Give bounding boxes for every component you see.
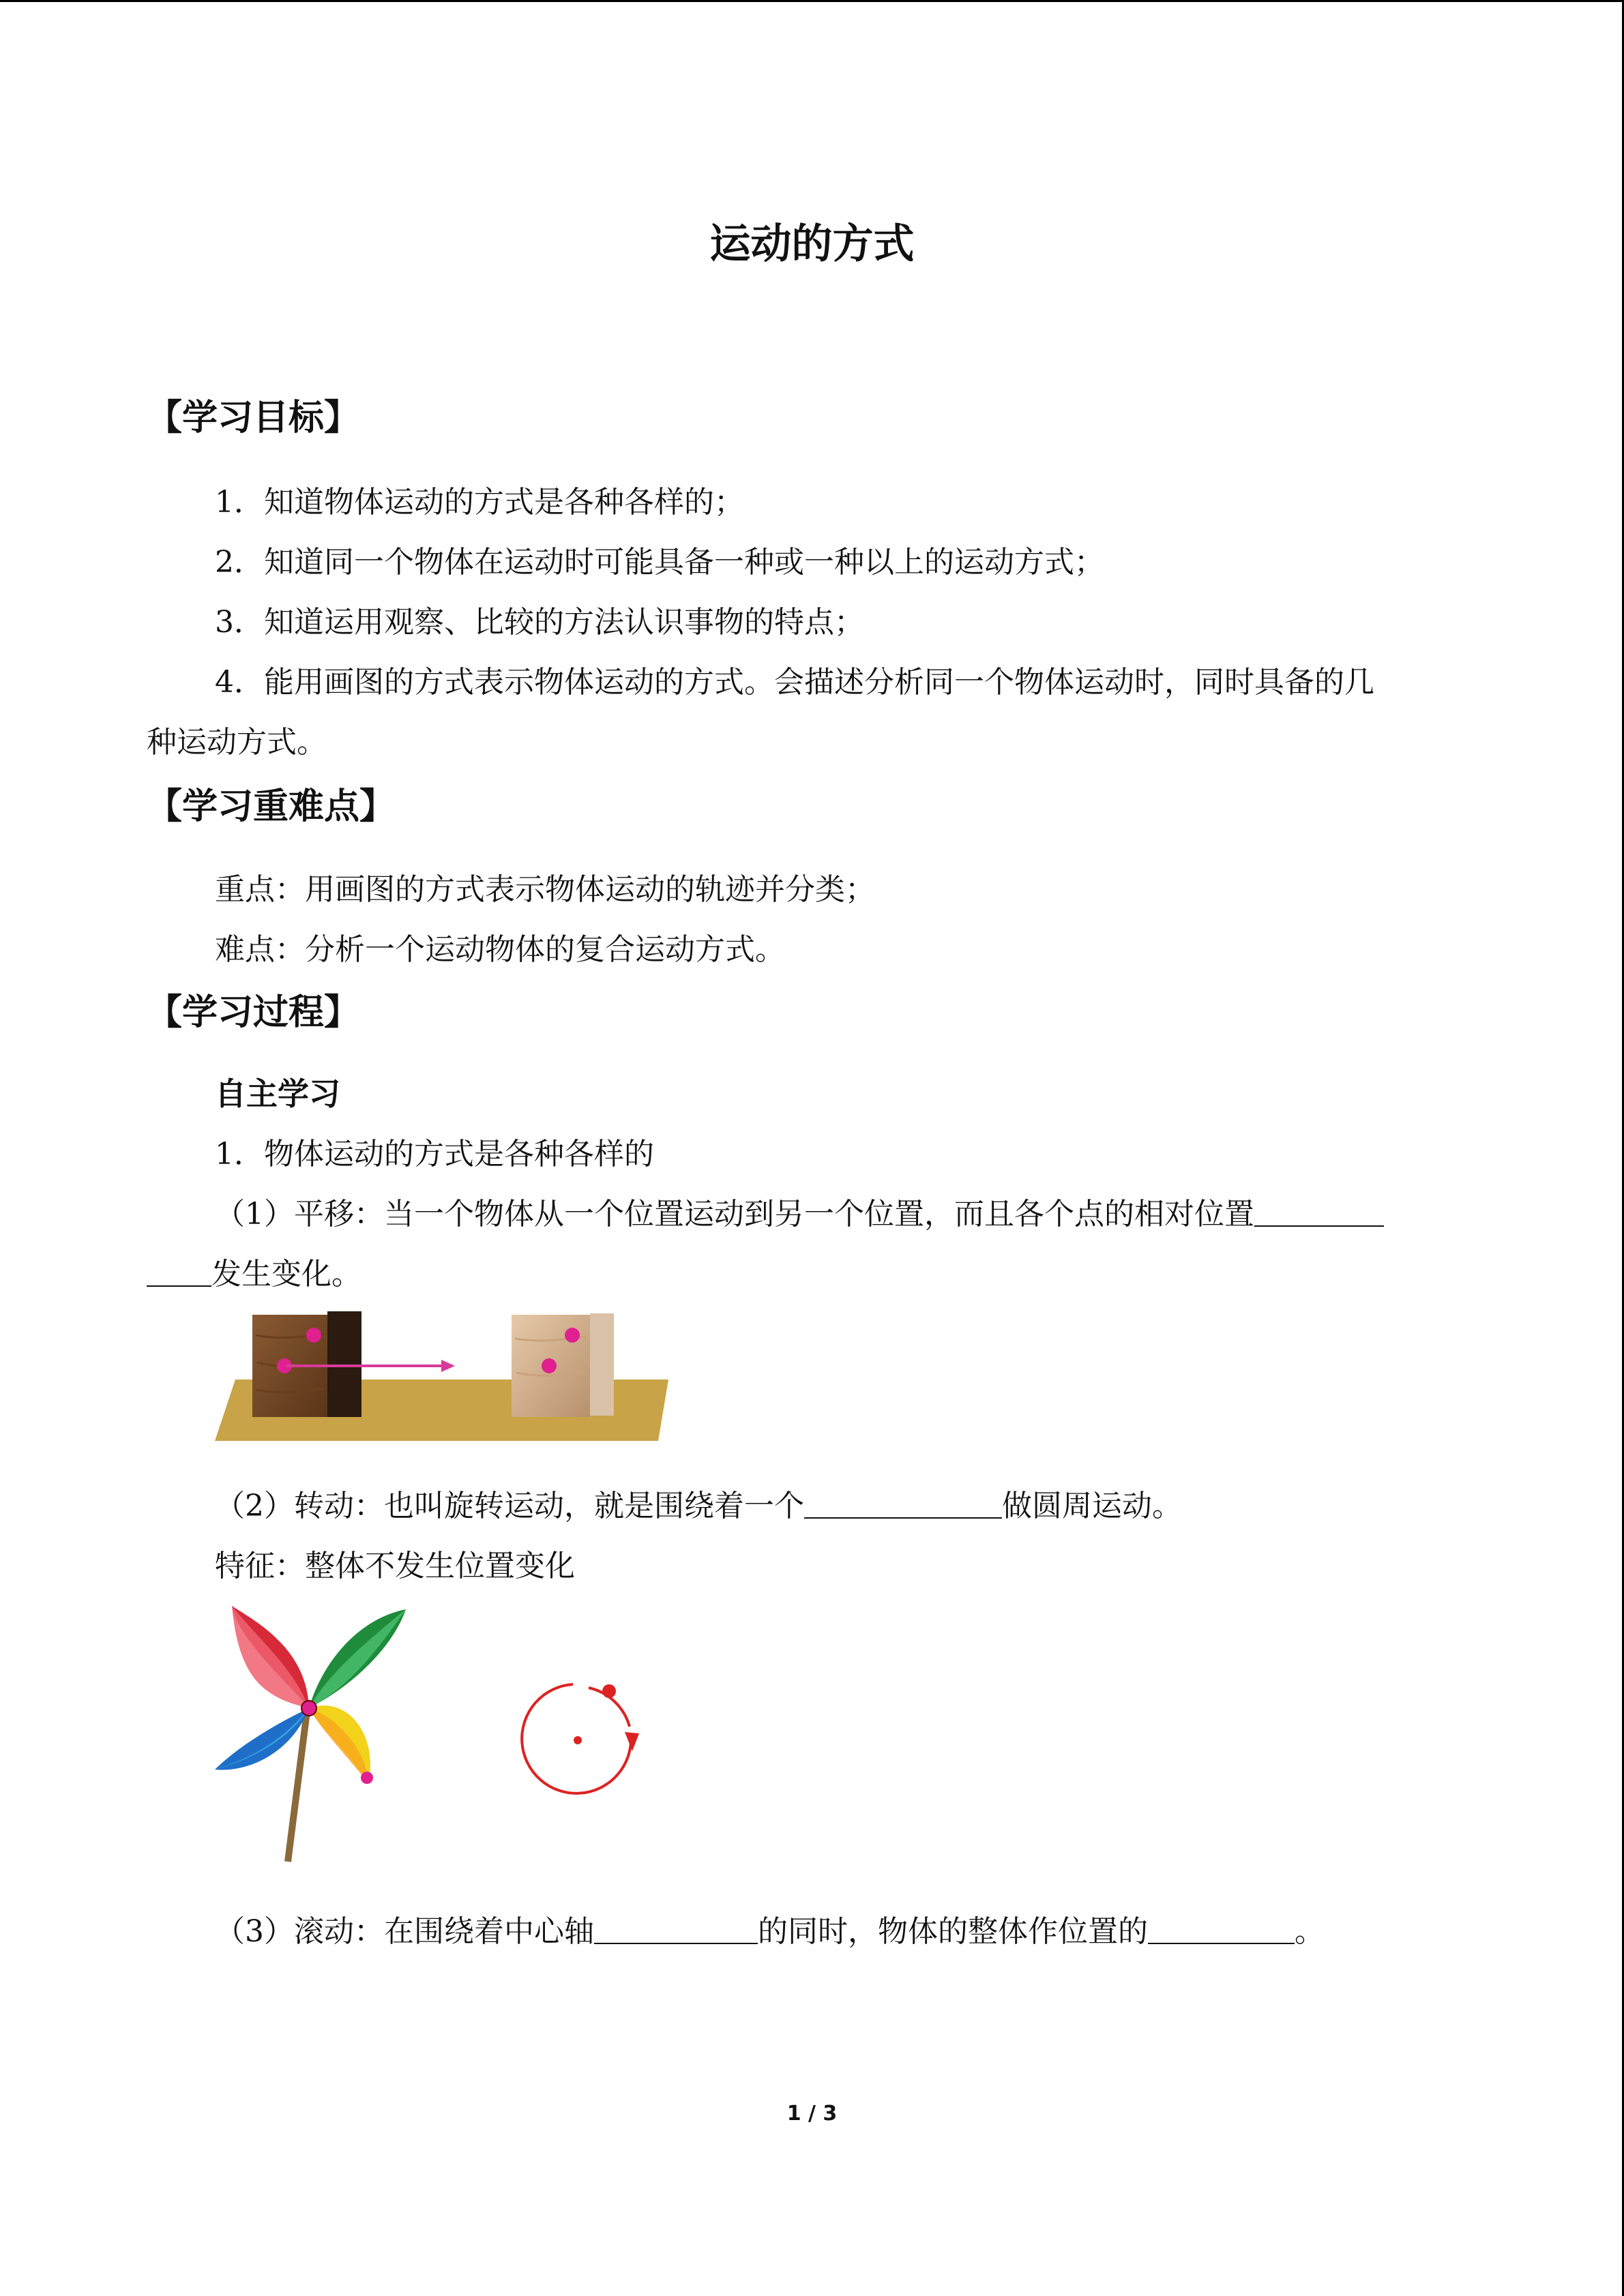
- translation-blank-2[interactable]: [147, 1258, 211, 1287]
- difficult-point: 难点：分析一个运动物体的复合运动方式。: [215, 932, 785, 967]
- rotation-text: （2）转动：也叫旋转运动，就是围绕着一个: [215, 1489, 804, 1523]
- page-title: 运动的方式: [709, 220, 915, 268]
- section-heading-goals: 【学习目标】: [147, 398, 360, 438]
- goal-item-4-cont: 种运动方式。: [147, 725, 327, 760]
- goal-item-1: 1．知道物体运动的方式是各种各样的；: [215, 485, 744, 520]
- rotation-arrowhead: [625, 1732, 639, 1751]
- rotation-center: [574, 1736, 582, 1744]
- rotation-blank[interactable]: [804, 1490, 1002, 1519]
- page-number: 1 / 3: [786, 2102, 838, 2126]
- rolling-blank-2[interactable]: [1148, 1915, 1295, 1944]
- section-heading-keypoints: 【学习重难点】: [147, 786, 396, 827]
- section-heading-process: 【学习过程】: [147, 992, 360, 1033]
- pinwheel-blade-blue: [215, 1708, 309, 1770]
- rotation-circle-figure: [508, 1671, 645, 1807]
- key-point: 重点：用画图的方式表示物体运动的轨迹并分类；: [215, 872, 875, 907]
- translation-line: [215, 1189, 1384, 1233]
- cube-start: [252, 1311, 361, 1417]
- pinwheel-center: [301, 1701, 316, 1716]
- translation-figure: [215, 1308, 672, 1444]
- page-top-border: [0, 0, 1624, 2]
- goal-item-2: 2．知道同一个物体在运动时可能具备一种或一种以上的运动方式；: [215, 545, 1104, 580]
- rolling-text: （3）滚动：在围绕着中心轴: [215, 1914, 594, 1949]
- rolling-line: [215, 1907, 1325, 1950]
- rolling-text-end: 。: [1295, 1914, 1325, 1949]
- rolling-text-mid: 的同时，物体的整体作位置的: [758, 1914, 1148, 1949]
- point-1: 1．物体运动的方式是各种各样的: [215, 1137, 654, 1172]
- goal-item-4: 4．能用画图的方式表示物体运动的方式。会描述分析同一个物体运动时，同时具备的几: [215, 665, 1374, 700]
- self-study-subheading: 自主学习: [215, 1075, 340, 1112]
- pinwheel-marker: [361, 1772, 373, 1784]
- cube-end: [512, 1313, 614, 1417]
- rotation-line: [215, 1481, 1182, 1525]
- rotation-point: [602, 1684, 616, 1698]
- translation-line-cont: [147, 1249, 361, 1293]
- rotation-feature: 特征：整体不发生位置变化: [215, 1549, 575, 1583]
- rotation-text-end: 做圆周运动。: [1002, 1489, 1182, 1523]
- rolling-blank-1[interactable]: [594, 1915, 758, 1944]
- translation-text: （1）平移：当一个物体从一个位置运动到另一个位置，而且各个点的相对位置: [215, 1197, 1254, 1232]
- translation-text-end: 发生变化。: [211, 1257, 361, 1292]
- pinwheel-figure: [211, 1599, 416, 1865]
- translation-blank-1[interactable]: [1254, 1198, 1384, 1227]
- goal-item-3: 3．知道运用观察、比较的方法认识事物的特点；: [215, 605, 864, 640]
